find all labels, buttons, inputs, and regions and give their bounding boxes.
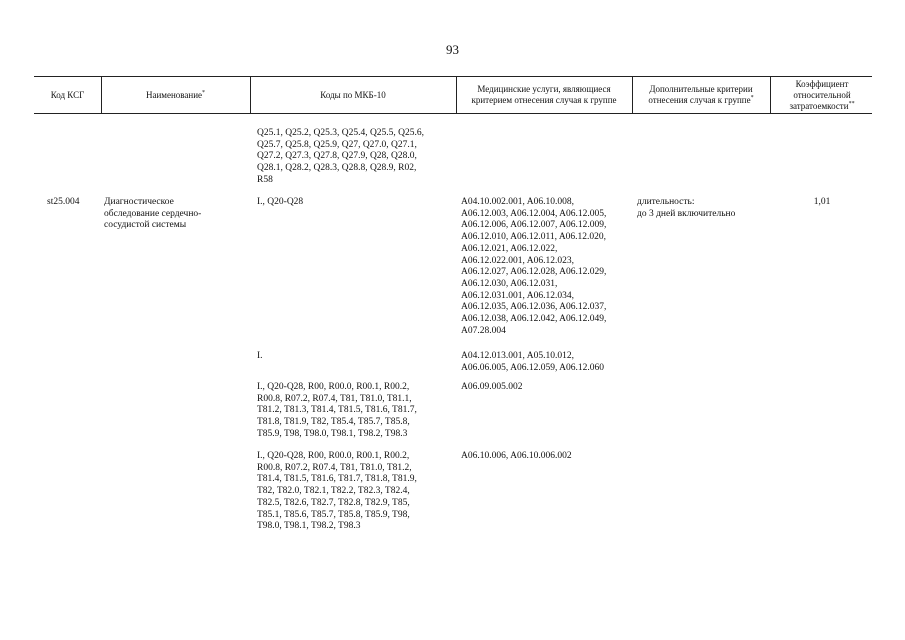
table-cell-services: A04.10.002.001, A06.10.008, A06.12.003, A06.12.004, A06.12.005, A06.12.006, A06.12.007, A06.12.009, A06.12.010, A06.12.011, A06.12.020, A06.12.021, A06.12.022, A06.12.022.001, A06.12.023, A06.12.027, A06.12.028, A06.12.029, A06.12.030, A06.12.031, A06.12.031.001, A06.12.034, A06.12.035, A06.12.036, A06.12.037, A06.12.038, A06.12.042, A06.12.049, A07.28.004 (461, 197, 607, 336)
table-cell-criteria: длительность: до 3 дней включительно (637, 197, 736, 219)
table-cell-mkb: I., Q20-Q28 (257, 197, 304, 207)
table-cell-mkb: Q25.1, Q25.2, Q25.3, Q25.4, Q25.5, Q25.6, Q25.7, Q25.8, Q25.9, Q27, Q27.0, Q27.1, Q27.2, Q27.3, Q27.8, Q27.9, Q28, Q28.0, Q28.1, Q28.2, Q28.3, Q28.8, Q28.9, R02, R58 (257, 128, 425, 185)
header-medical-services: Медицинские услуги, являющиеся критерием отнесения случая к группе (471, 84, 617, 105)
table-cell-mkb: I., Q20-Q28, R00, R00.0, R00.1, R00.2, R00.8, R07.2, R07.4, T81, T81.0, T81.1, T81.2, T81.3, T81.4, T81.5, T81.6, T81.7, T81.8, T81.9, T82, T85.4, T85.7, T85.8, T85.9, T98, T98.0, T98.1, T98.2, T98.3 (257, 382, 417, 439)
column-divider (632, 77, 633, 113)
header-ksg-code: Код КСГ (50, 89, 85, 100)
column-divider (770, 77, 771, 113)
table-cell-services: A06.10.006, A06.10.006.002 (461, 451, 572, 461)
header-mkb-codes: Коды по МКБ-10 (320, 89, 386, 100)
table-cell-coefficient: 1,01 (813, 197, 831, 207)
table-cell-mkb: I. (257, 351, 263, 361)
table-cell-name: Диагностическое обследование сердечно- сосудистой системы (104, 197, 202, 231)
table-cell-services: A04.12.013.001, A05.10.012, A06.06.005, A06.12.059, A06.12.060 (461, 351, 605, 373)
table-cell-services: A06.09.005.002 (461, 382, 523, 392)
page-number: 93 (446, 42, 459, 57)
header-cost-coefficient: Коэффициент относительной затратоемкости** (789, 78, 855, 111)
header-additional-criteria: Дополнительные критерии отнесения случая к группе* (648, 84, 754, 105)
table-header-bottom-border (34, 113, 872, 114)
header-name: Наименование* (145, 89, 206, 100)
table-cell-ksg-code: st25.004 (47, 197, 80, 207)
column-divider (456, 77, 457, 113)
table-cell-mkb: I., Q20-Q28, R00, R00.0, R00.1, R00.2, R00.8, R07.2, R07.4, T81, T81.0, T81.2, T81.4, T81.5, T81.6, T81.7, T81.8, T81.9, T82, T82.0, T82.1, T82.2, T82.3, T82.4, T82.5, T82.6, T82.7, T82.8, T82.9, T85, T85.1, T85.6, T85.7, T85.8, T85.9, T98, T98.0, T98.1, T98.2, T98.3 (257, 451, 417, 532)
